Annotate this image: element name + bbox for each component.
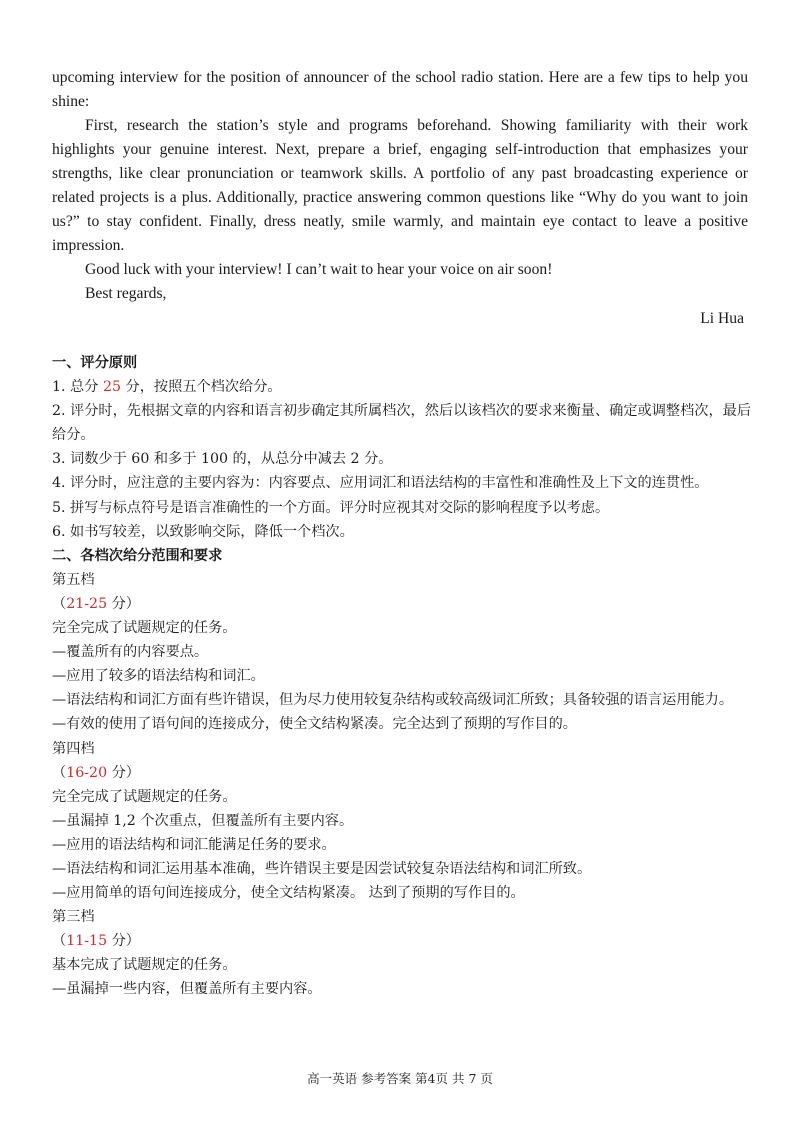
- tier4-line: —语法结构和词汇运用基本准确，些许错误主要是因尝试较复杂语法结构和词汇所致。: [52, 860, 592, 877]
- tier5-line: 完全完成了试题规定的任务。: [52, 620, 237, 637]
- page-footer: 高一英语 参考答案 第4页 共 7 页: [307, 1071, 493, 1086]
- tier4-line: —虽漏掉 1,2 个次重点，但覆盖所有主要内容。: [52, 812, 354, 829]
- principle-item-5: 5. 拼写与标点符号是语言准确性的一个方面。评分时应视其对交际的影响程度予以考虑。: [52, 499, 610, 516]
- principle-item-6: 6. 如书写较差，以致影响交际，降低一个档次。: [52, 523, 354, 540]
- tier4-line: —应用的语法结构和词汇能满足任务的要求。: [52, 836, 336, 853]
- tier3-line: —虽漏掉一些内容，但覆盖所有主要内容。: [52, 981, 322, 998]
- tier3-range: （11-15 分）: [52, 933, 140, 950]
- scoring-rubric: [52, 351, 752, 1002]
- total-score: 25: [102, 379, 121, 396]
- letter-closing-line: Good luck with your interview! I can’t wait to hear your voice on air soon!: [85, 261, 553, 278]
- tier4-range: （16-20 分）: [52, 764, 140, 781]
- tier5-name: 第五档: [52, 571, 95, 588]
- tier4-line: —应用简单的语句间连接成分，使全文结构紧凑。 达到了预期的写作目的。: [52, 885, 525, 902]
- tier3-name: 第三档: [52, 909, 95, 926]
- levels-heading: 二、各档次给分范围和要求: [52, 547, 223, 564]
- principle-item-2: 2. 评分时，先根据文章的内容和语言初步确定其所属档次，然后以该档次的要求来衡量、确定或调整档次，最后给分。: [52, 403, 752, 444]
- tier4-line: 完全完成了试题规定的任务。: [52, 788, 237, 805]
- tier4-name: 第四档: [52, 740, 95, 757]
- principle-item-3: 3. 词数少于 60 和多于 100 的，从总分中减去 2 分。: [52, 451, 393, 468]
- tier5-line: —有效的使用了语句间的连接成分，使全文结构紧凑。完全达到了预期的写作目的。: [52, 716, 577, 733]
- letter-opening: upcoming interview for the position of announcer of the school radio station. Here are a few tips to help you shine:: [52, 69, 748, 110]
- tier5-line: —语法结构和词汇方面有些许错误，但为尽力使用较复杂结构或较高级词汇所致；具备较强的语言运用能力。: [52, 692, 734, 709]
- tier5-range: （21-25 分）: [52, 595, 140, 612]
- letter-signature: Li Hua: [700, 310, 744, 327]
- letter-regards: Best regards,: [85, 285, 167, 302]
- tier3-line: 基本完成了试题规定的任务。: [52, 957, 237, 974]
- principles-heading: 一、评分原则: [52, 355, 138, 371]
- tier5-line: —覆盖所有的内容要点。: [52, 644, 209, 661]
- letter-paragraph: First, research the station’s style and programs beforehand. Showing familiarity with their work highlights your genuine interest. Next, prepare a brief, engaging self-introduction that emphasizes your strengths, like clear pronunciation or teamwork skills. A portfolio of any past broadcasting experience or related projects is a plus. Additionally, practice answering common questions like “Why do you want to join us?” to stay confident. Finally, dress neatly, smile warmly, and maintain eye contact to leave a positive impression.: [52, 117, 748, 254]
- principle-item-4: 4. 评分时，应注意的主要内容为：内容要点、应用词汇和语法结构的丰富性和准确性及上下文的连贯性。: [52, 475, 709, 492]
- tier5-line: —应用了较多的语法结构和词汇。: [52, 668, 265, 685]
- principle-item-1: 1. 总分 25 分，按照五个档次给分。: [52, 379, 282, 396]
- letter-body: [52, 66, 748, 306]
